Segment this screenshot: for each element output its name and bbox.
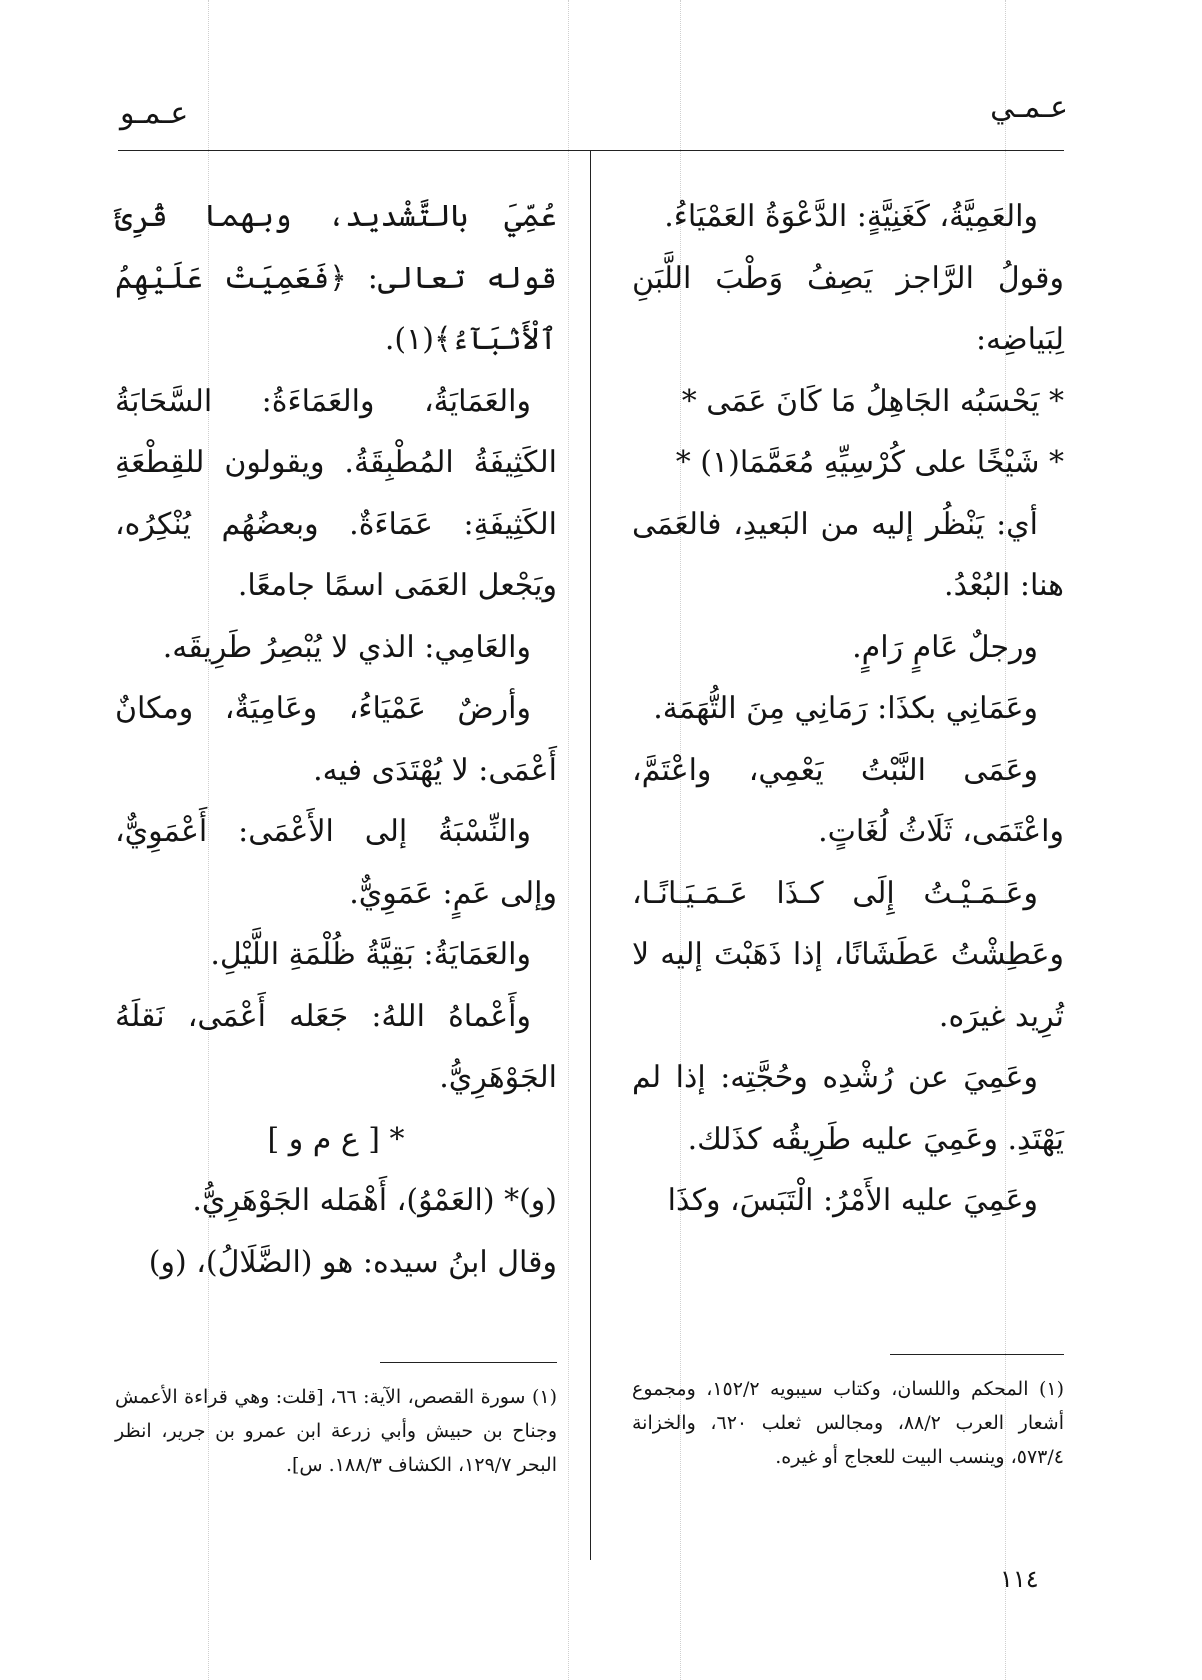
verse-line: * شَيْخًا على كُرْسِيِّهِ مُعَمَّمَا(١) * <box>675 445 1064 480</box>
entry-paragraph: والعَمِيَّةُ، كَغَنِيَّةٍ: الدَّعْوَةُ العَمْيَاءُ. <box>664 199 1038 234</box>
entry-paragraph: وعَمِيَ عليه الأَمْرُ: الْتَبَسَ، وكذَا <box>667 1183 1038 1218</box>
entry-paragraph: وأرضٌ عَمْيَاءُ، وعَامِيَةٌ، ومكانٌ أَعْمَى: لا يُهْتَدَى فيه. <box>115 691 557 788</box>
footnote-rule <box>380 1362 557 1363</box>
entry-paragraph: وعَـمَـيْـتُ إِلَى كـذَا عَـمَـيَـانًـا، وعَطِشْتُ عَطَشَانًا، إذا ذَهَبْتَ إليه لا تُرِيد غيرَه. <box>632 875 1064 1034</box>
entry-paragraph: ورجلٌ عَامٍ رَامٍ. <box>852 629 1038 665</box>
entry-paragraph: وقولُ الرَّاجز يَصِفُ وَطْبَ اللَّبَنِ لِبَياضِه: <box>632 260 1064 357</box>
entry-paragraph: أي: يَنْظُر إليه من البَعيدِ، فالعَمَى هنا: البُعْدُ. <box>632 506 1064 603</box>
running-header-left: عـمـو <box>120 96 189 131</box>
page-number: ١١٤ <box>1000 1565 1039 1593</box>
entry-paragraph: وعَمَى النَّبْتُ يَعْمِي، واعْتَمَّ، واعْتَمَى، ثَلَاثُ لُغَاتٍ. <box>632 752 1064 849</box>
header-rule <box>118 150 1064 151</box>
entry-heading: * [ ع م و ] <box>267 1121 405 1157</box>
entry-paragraph: والنِّسْبَةُ إلى الأَعْمَى: أَعْمَوِيٌّ، وإلى عَمٍ: عَمَوِيٌّ. <box>115 814 557 911</box>
entry-paragraph: وعَمِيَ عن رُشْدِه وحُجَّتِه: إذا لم يَهْتَدِ. وعَمِيَ عليه طَرِيقُه كذَلك. <box>632 1060 1064 1157</box>
left-column <box>115 186 557 1293</box>
footnote-text: (١) سورة القصص، الآية: ٦٦، [قلت: وهي قراءة الأعمش وجناح بن حبيش وأبي زرعة ابن عمرو بن جرير، انظر البحر ١٢٩/٧، الكشاف ١٨٨/٣. س]. <box>115 1386 557 1476</box>
scan-guide-line <box>568 0 569 1680</box>
entry-paragraph: والعَمَايَةُ: بَقِيَّةُ ظُلْمَةِ اللَّيْلِ. <box>210 937 531 972</box>
right-column <box>632 186 1064 1232</box>
running-header-right: عـمـي <box>990 90 1068 125</box>
column-divider <box>590 150 591 1560</box>
entry-paragraph: عُمِّيَ بالتَّشْديد، وبهما قُرِئَ قوله تعالى: ﴿فَعَمِيَتْ عَلَيْهِمُ ٱلْأَنۢبَآءُ﴾(١). <box>115 199 557 357</box>
entry-paragraph: وقال ابنُ سيده: هو (الضَّلَالُ)، (و) <box>148 1244 557 1280</box>
entry-paragraph: والعَامِي: الذي لا يُبْصِرُ طَرِيقَه. <box>162 629 531 665</box>
entry-paragraph: والعَمَايَةُ، والعَمَاءَةُ: السَّحَابَةُ الكَثِيفَةُ المُطْبِقَةُ. ويقولون للقِطْعَةِ الكَثِيفَةِ: عَمَاءَةٌ. وبعضُهُم يُنْكِرُه، ويَجْعل العَمَى اسمًا جامعًا. <box>115 383 557 603</box>
verse-line: * يَحْسَبُه الجَاهِلُ مَا كَانَ عَمَى * <box>681 383 1064 419</box>
footnote-text: (١) المحكم واللسان، وكتاب سيبويه ١٥٢/٢، ومجموع أشعار العرب ٨٨/٢، ومجالس ثعلب ٦٢٠، والخزانة ٥٧٣/٤، وينسب البيت للعجاج أو غيره. <box>632 1378 1064 1468</box>
footnote-left <box>115 1380 557 1482</box>
entry-paragraph: وعَمَانِي بكذَا: رَمَانِي مِنَ التُّهَمَة. <box>653 691 1038 726</box>
footnote-right <box>632 1372 1064 1474</box>
entry-paragraph: وأَعْماهُ اللهُ: جَعَله أَعْمَى، نَقلَهُ الجَوْهَرِيُّ. <box>115 998 557 1095</box>
entry-paragraph: (و)* (العَمْوُ)، أَهْمَله الجَوْهَرِيُّ. <box>192 1183 557 1218</box>
footnote-rule <box>890 1354 1064 1355</box>
